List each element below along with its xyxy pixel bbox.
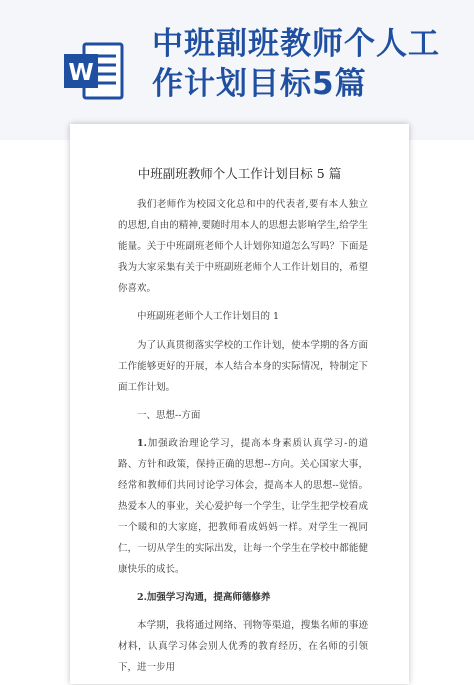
item-1 [118,433,368,580]
item-1-label: 1. [137,438,147,449]
heading-1: 一、思想--方面 [137,410,201,421]
section-title: 中班副班老师个人工作计划目的 1 [137,311,280,322]
word-document-icon [60,38,126,104]
document-page [70,124,409,684]
document-title: 中班副班教师个人工作计划目标 5 篇 [137,166,342,181]
item-1-text: 加强政治理论学习，提高本身素质认真学习-的道路、方针和政策，保持正确的思想--方向。关心国家大事，经常和教师们共同讨论学习体会，提高本人的思想--觉悟。热爱本人的事业，关心爱护每一个学生，让学生把学校看成一个暖和的大家庭，把教师看成妈妈一样。对学生一视同仁，一切从学生的实际出发，让每一个学生在学校中都能健康快乐的成长。 [118,438,368,575]
paragraph-1: 为了认真贯彻落实学校的工作计划，使本学期的各方面工作能够更好的开展，本人结合本身的实际情况，特制定下面工作计划。 [118,340,368,393]
paragraph-2: 本学期，我将通过网络、刊物等渠道，搜集名师的事迹材料，认真学习体会别人优秀的教育经历，在名师的引领下，进一步用 [118,620,368,673]
document-body [118,194,368,685]
item-2: 2.加强学习沟通，提高师德修养 [137,592,271,603]
word-icon-letter: W [68,60,94,86]
banner [0,0,474,140]
banner-title: 中班副班教师个人工作计划目标5篇 [152,26,440,102]
intro-paragraph: 我们老师作为校园文化总和中的代表者,要有本人独立的思想,自由的精神,要随时用本人的思想去影响学生,给学生能量。关于中班副班老师个人计划你知道怎么写吗？下面是我为大家采集有关于中班副班老师个人工作计划目的，希望你喜欢。 [118,199,368,294]
